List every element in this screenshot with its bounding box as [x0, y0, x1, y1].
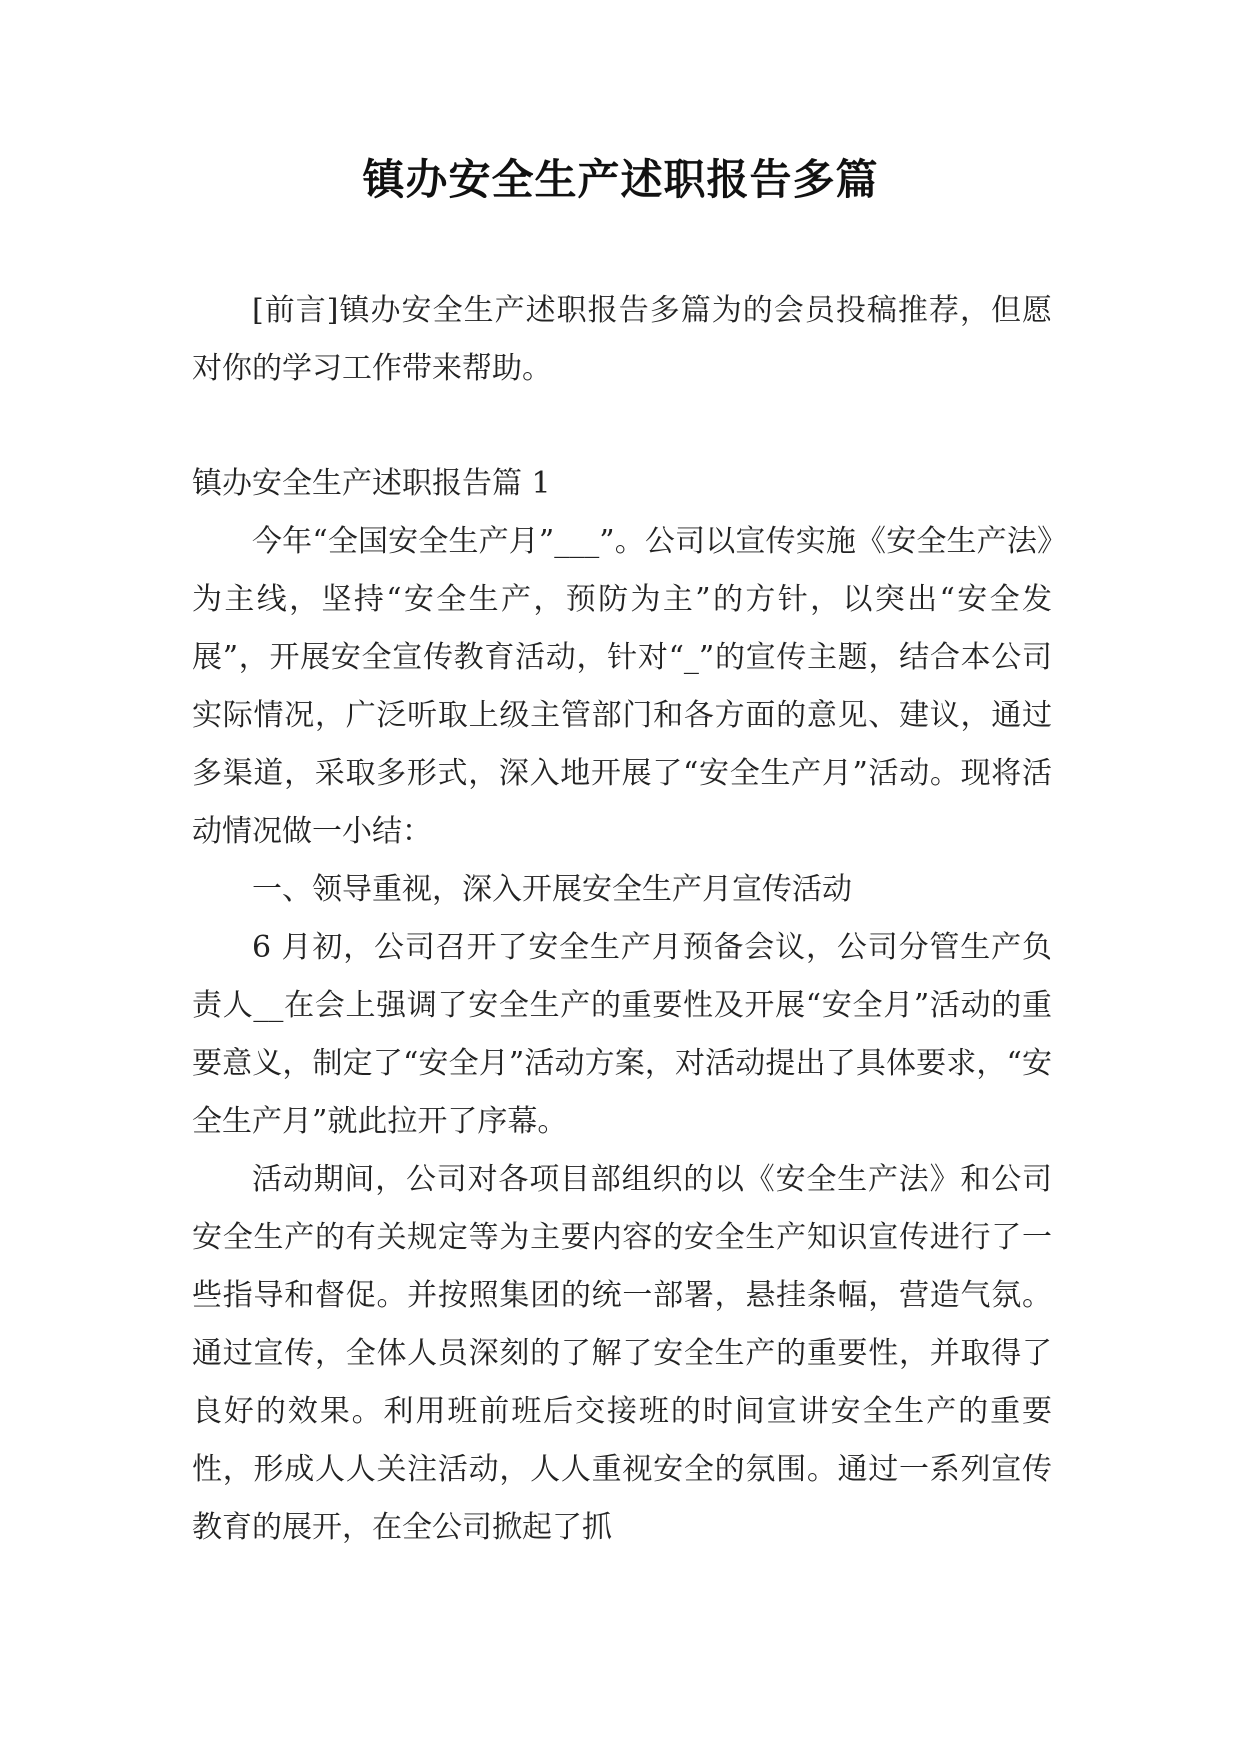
body-paragraph-2: 一、领导重视，深入开展安全生产月宣传活动 — [252, 872, 852, 907]
body-paragraph-3: 6 月初，公司召开了安全生产月预备会议，公司分管生产负责人__在会上强调了安全生产的重要性及开展“安全月”活动的重要意义，制定了“安全月”活动方案，对活动提出了具体要求，“安全生产月”就此拉开了序幕。 — [192, 930, 1052, 1139]
main-content — [192, 455, 1052, 1557]
document-title: 镇办安全生产述职报告多篇 — [362, 155, 879, 204]
body-paragraph-1: 今年“全国安全生产月”___”。公司以宣传实施《安全生产法》为主线，坚持“安全生产，预防为主”的方针，以突出“安全发展”，开展安全宣传教育活动，针对“_”的宣传主题，结合本公司实际情况，广泛听取上级主管部门和各方面的意见、建议，通过多渠道，采取多形式，深入地开展了“安全生产月”活动。现将活动情况做一小结： — [192, 524, 1052, 849]
intro-block — [192, 282, 1052, 398]
section-heading: 镇办安全生产述职报告篇 1 — [192, 466, 551, 501]
intro-paragraph: [前言]镇办安全生产述职报告多篇为的会员投稿推荐，但愿对你的学习工作带来帮助。 — [192, 293, 1052, 386]
body-paragraph-4: 活动期间，公司对各项目部组织的以《安全生产法》和公司安全生产的有关规定等为主要内容的安全生产知识宣传进行了一些指导和督促。并按照集团的统一部署，悬挂条幅，营造气氛。通过宣传，全体人员深刻的了解了安全生产的重要性，并取得了良好的效果。利用班前班后交接班的时间宣讲安全生产的重要性，形成人人关注活动，人人重视安全的氛围。通过一系列宣传教育的展开，在全公司掀起了抓 — [192, 1162, 1052, 1545]
